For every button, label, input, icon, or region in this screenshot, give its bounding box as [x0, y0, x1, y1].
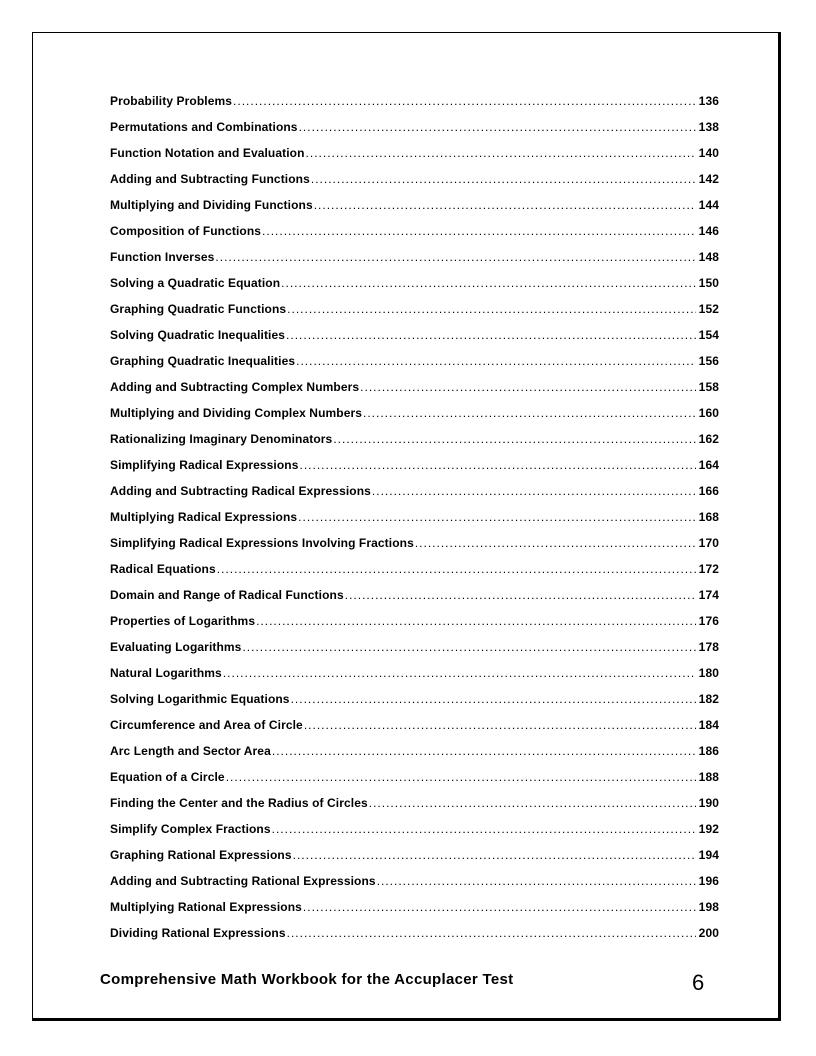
toc-entry-page-number: 200	[698, 926, 719, 940]
toc-entry-title: Solving a Quadratic Equation	[110, 276, 281, 290]
toc-entry-title: Circumference and Area of Circle	[110, 718, 303, 732]
toc-dot-leader	[304, 718, 696, 732]
toc-entry-page-number: 136	[698, 94, 719, 108]
toc-dot-leader	[272, 822, 696, 836]
toc-entry[interactable]	[110, 380, 719, 406]
toc-dot-leader	[293, 848, 696, 862]
toc-entry[interactable]	[110, 614, 719, 640]
toc-dot-leader	[287, 302, 696, 316]
toc-entry[interactable]	[110, 432, 719, 458]
toc-dot-leader	[306, 146, 696, 160]
toc-entry[interactable]	[110, 458, 719, 484]
toc-entry-page-number: 158	[698, 380, 719, 394]
toc-entry-page-number: 168	[698, 510, 719, 524]
toc-entry-page-number: 148	[698, 250, 719, 264]
toc-entry[interactable]	[110, 536, 719, 562]
toc-entry-page-number: 162	[698, 432, 719, 446]
toc-entry-page-number: 174	[698, 588, 719, 602]
toc-dot-leader	[226, 770, 696, 784]
toc-entry[interactable]	[110, 328, 719, 354]
toc-entry-title: Multiplying Radical Expressions	[110, 510, 298, 524]
toc-entry-title: Arc Length and Sector Area	[110, 744, 271, 758]
toc-entry-title: Graphing Quadratic Inequalities	[110, 354, 296, 368]
toc-entry-title: Evaluating Logarithms	[110, 640, 242, 654]
toc-dot-leader	[242, 640, 696, 654]
toc-dot-leader	[286, 328, 696, 342]
toc-entry[interactable]	[110, 900, 719, 926]
toc-entry-page-number: 198	[698, 900, 719, 914]
toc-entry[interactable]	[110, 406, 719, 432]
toc-entry-title: Equation of a Circle	[110, 770, 225, 784]
toc-dot-leader	[345, 588, 696, 602]
toc-dot-leader	[300, 458, 697, 472]
footer-book-title: Comprehensive Math Workbook for the Accuplacer Test	[100, 971, 514, 988]
toc-entry-title: Multiplying and Dividing Functions	[110, 198, 313, 212]
toc-dot-leader	[296, 354, 696, 368]
toc-entry[interactable]	[110, 146, 719, 172]
toc-dot-leader	[256, 614, 696, 628]
toc-dot-leader	[233, 94, 696, 108]
toc-entry-page-number: 138	[698, 120, 719, 134]
toc-entry-title: Graphing Quadratic Functions	[110, 302, 287, 316]
toc-entry-page-number: 154	[698, 328, 719, 342]
toc-entry-title: Simplifying Radical Expressions Involving Fractions	[110, 536, 414, 550]
toc-entry-title: Radical Equations	[110, 562, 216, 576]
toc-entry-title: Dividing Rational Expressions	[110, 926, 286, 940]
toc-entry-page-number: 166	[698, 484, 719, 498]
toc-dot-leader	[287, 926, 696, 940]
toc-entry-page-number: 146	[698, 224, 719, 238]
toc-entry-title: Simplifying Radical Expressions	[110, 458, 299, 472]
toc-entry[interactable]	[110, 874, 719, 900]
toc-entry-page-number: 180	[698, 666, 719, 680]
footer-page-number: 6	[692, 970, 705, 995]
toc-entry-page-number: 140	[698, 146, 719, 160]
toc-entry-title: Adding and Subtracting Rational Expressions	[110, 874, 376, 888]
toc-entry[interactable]	[110, 588, 719, 614]
toc-dot-leader	[415, 536, 696, 550]
toc-entry-page-number: 172	[698, 562, 719, 576]
toc-entry-page-number: 182	[698, 692, 719, 706]
toc-dot-leader	[262, 224, 696, 238]
toc-entry-page-number: 152	[698, 302, 719, 316]
toc-entry-page-number: 150	[698, 276, 719, 290]
toc-entry-page-number: 194	[698, 848, 719, 862]
toc-entry[interactable]	[110, 640, 719, 666]
toc-entry-page-number: 190	[698, 796, 719, 810]
toc-entry-page-number: 144	[698, 198, 719, 212]
toc-entry-title: Solving Logarithmic Equations	[110, 692, 290, 706]
toc-dot-leader	[377, 874, 696, 888]
toc-dot-leader	[363, 406, 696, 420]
toc-entry-title: Adding and Subtracting Functions	[110, 172, 310, 186]
toc-entry-page-number: 164	[698, 458, 719, 472]
toc-entry[interactable]	[110, 796, 719, 822]
toc-dot-leader	[215, 250, 696, 264]
toc-entry-title: Composition of Functions	[110, 224, 262, 238]
toc-entry-title: Permutations and Combinations	[110, 120, 298, 134]
table-of-contents	[110, 94, 719, 952]
toc-entry[interactable]	[110, 354, 719, 380]
toc-entry-title: Adding and Subtracting Radical Expressions	[110, 484, 371, 498]
toc-entry-page-number: 160	[698, 406, 719, 420]
toc-entry-page-number: 188	[698, 770, 719, 784]
toc-entry-title: Domain and Range of Radical Functions	[110, 588, 344, 602]
toc-entry-title: Graphing Rational Expressions	[110, 848, 292, 862]
toc-entry[interactable]	[110, 770, 719, 796]
toc-entry[interactable]	[110, 302, 719, 328]
toc-entry[interactable]	[110, 94, 719, 120]
toc-entry-title: Properties of Logarithms	[110, 614, 256, 628]
toc-entry[interactable]	[110, 484, 719, 510]
toc-dot-leader	[311, 172, 696, 186]
toc-entry-title: Simplify Complex Fractions	[110, 822, 271, 836]
toc-entry[interactable]	[110, 510, 719, 536]
toc-entry[interactable]	[110, 744, 719, 770]
toc-dot-leader	[369, 796, 696, 810]
toc-entry-title: Multiplying Rational Expressions	[110, 900, 302, 914]
toc-dot-leader	[372, 484, 696, 498]
toc-entry[interactable]	[110, 172, 719, 198]
toc-entry-page-number: 178	[698, 640, 719, 654]
toc-entry-page-number: 176	[698, 614, 719, 628]
toc-dot-leader	[299, 120, 696, 134]
toc-entry-page-number: 186	[698, 744, 719, 758]
toc-entry-page-number: 184	[698, 718, 719, 732]
toc-entry[interactable]	[110, 692, 719, 718]
toc-entry-page-number: 196	[698, 874, 719, 888]
toc-entry[interactable]	[110, 926, 719, 952]
toc-dot-leader	[272, 744, 696, 758]
toc-entry[interactable]	[110, 848, 719, 874]
toc-entry[interactable]	[110, 120, 719, 146]
toc-dot-leader	[217, 562, 696, 576]
toc-entry[interactable]	[110, 718, 719, 744]
toc-entry-title: Multiplying and Dividing Complex Numbers	[110, 406, 363, 420]
toc-dot-leader	[314, 198, 696, 212]
toc-entry-title: Adding and Subtracting Complex Numbers	[110, 380, 360, 394]
toc-dot-leader	[298, 510, 696, 524]
toc-dot-leader	[303, 900, 696, 914]
toc-entry-page-number: 156	[698, 354, 719, 368]
toc-entry-title: Function Notation and Evaluation	[110, 146, 305, 160]
toc-dot-leader	[360, 380, 696, 394]
toc-dot-leader	[281, 276, 696, 290]
toc-dot-leader	[333, 432, 696, 446]
toc-entry-title: Solving Quadratic Inequalities	[110, 328, 286, 342]
toc-entry[interactable]	[110, 250, 719, 276]
toc-entry[interactable]	[110, 198, 719, 224]
toc-entry[interactable]	[110, 562, 719, 588]
toc-entry-title: Natural Logarithms	[110, 666, 222, 680]
toc-entry[interactable]	[110, 224, 719, 250]
toc-entry-title: Function Inverses	[110, 250, 215, 264]
toc-entry[interactable]	[110, 822, 719, 848]
toc-dot-leader	[223, 666, 696, 680]
toc-entry-title: Rationalizing Imaginary Denominators	[110, 432, 333, 446]
toc-entry[interactable]	[110, 666, 719, 692]
toc-entry[interactable]	[110, 276, 719, 302]
toc-dot-leader	[291, 692, 696, 706]
toc-entry-title: Finding the Center and the Radius of Circles	[110, 796, 368, 810]
toc-entry-title: Probability Problems	[110, 94, 233, 108]
toc-entry-page-number: 192	[698, 822, 719, 836]
toc-entry-page-number: 170	[698, 536, 719, 550]
toc-entry-page-number: 142	[698, 172, 719, 186]
